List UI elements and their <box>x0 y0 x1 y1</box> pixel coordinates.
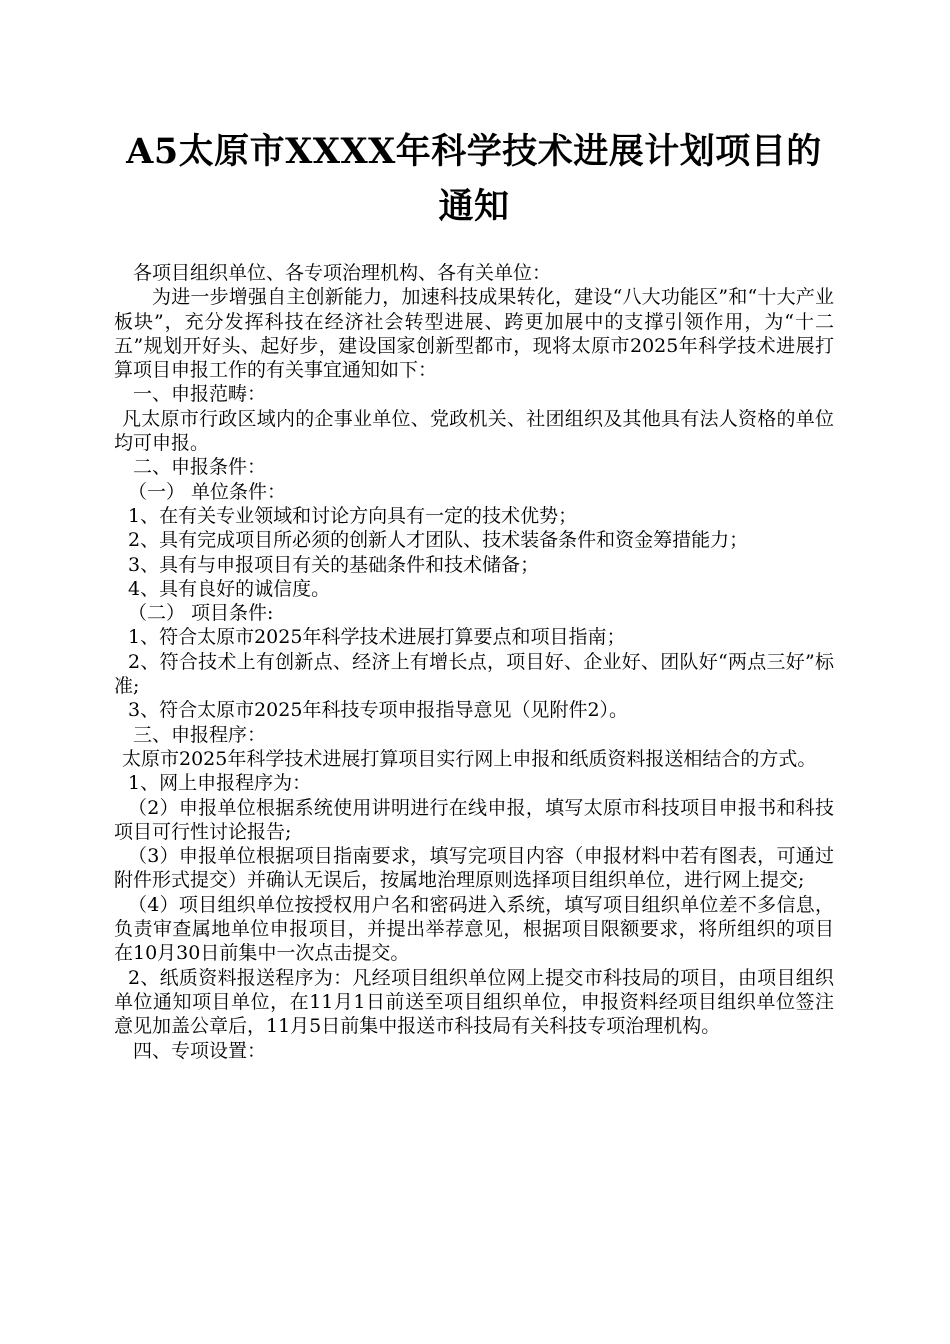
list-item: 2、符合技术上有创新点、经济上有增长点，项目好、企业好、团队好“两点三好”标准; <box>114 650 834 698</box>
list-item: 1、符合太原市2025年科学技术进展打算要点和项目指南； <box>128 626 626 649</box>
document-title: A5太原市XXXX年科学技术进展计划项目的通知 <box>126 131 822 227</box>
list-item: （2）申报单位根据系统使用讲明进行在线申报，填写太原市科技项目申报书和科技项目可行性讨论报告; <box>114 796 834 843</box>
list-item: 2、纸质资料报送程序为：凡经项目组织单位网上提交市科技局的项目，由项目组织单位通知项目单位，在11月1日前送至项目组织单位，申报资料经项目组织单位签注意见加盖公章后，11月5日前集中报送市科技局有关科技专项治理机构。 <box>114 966 834 1038</box>
intro-paragraph: 为进一步增强自主创新能力，加速科技成果转化，建设“八大功能区”和“十大产业板块”，充分发挥科技在经济社会转型进展、跨更加展中的支撑引领作用，为“十二五”规划开好头、起好步，建设国家创新型都市，现将太原市2025年科学技术进展打算项目申报工作的有关事宜通知如下： <box>114 286 834 382</box>
salutation: 各项目组织单位、各专项治理机构、各有关单位： <box>133 262 552 284</box>
list-item: 2、具有完成项目所必须的创新人才团队、技术装备条件和资金筹措能力； <box>128 529 749 552</box>
procedure-paragraph: 太原市2025年科学技术进展打算项目实行网上申报和纸质资料报送相结合的方式。 <box>122 747 817 770</box>
list-item: 1、网上申报程序为： <box>128 772 312 795</box>
list-item: （3）申报单位根据项目指南要求，填写完项目内容（申报材料中若有图表，可通过附件形式提交）并确认无误后，按属地治理原则选择项目组织单位，进行网上提交; <box>114 845 834 892</box>
subsection-heading-project-conditions: （二） 项目条件: <box>128 602 274 625</box>
list-item: 4、具有良好的诚信度。 <box>128 577 331 600</box>
scope-paragraph: 凡太原市行政区域内的企事业单位、党政机关、社团组织及其他具有法人资格的单位均可申报。 <box>114 407 834 455</box>
document-body <box>114 261 834 1063</box>
list-item: 3、符合太原市2025年科技专项申报指导意见（见附件2）。 <box>128 699 629 722</box>
section-heading-special-items: 四、专项设置： <box>133 1039 267 1062</box>
document-page <box>114 124 834 1063</box>
section-heading-conditions: 二、申报条件： <box>133 456 267 479</box>
section-heading-scope: 一、申报范畴： <box>133 383 267 406</box>
section-heading-procedure: 三、申报程序： <box>133 723 267 746</box>
list-item: （4）项目组织单位按授权用户名和密码进入系统，填写项目组织单位差不多信息，负责审查属地单位申报项目，并提出举荐意见，根据项目限额要求，将所组织的项目在10月30日前集中一次点击提交。 <box>114 893 834 965</box>
list-item: 1、在有关专业领域和讨论方向具有一定的技术优势； <box>128 504 578 527</box>
list-item: 3、具有与申报项目有关的基础条件和技术储备； <box>128 553 540 576</box>
subsection-heading-unit-conditions: （一） 单位条件： <box>128 480 287 503</box>
